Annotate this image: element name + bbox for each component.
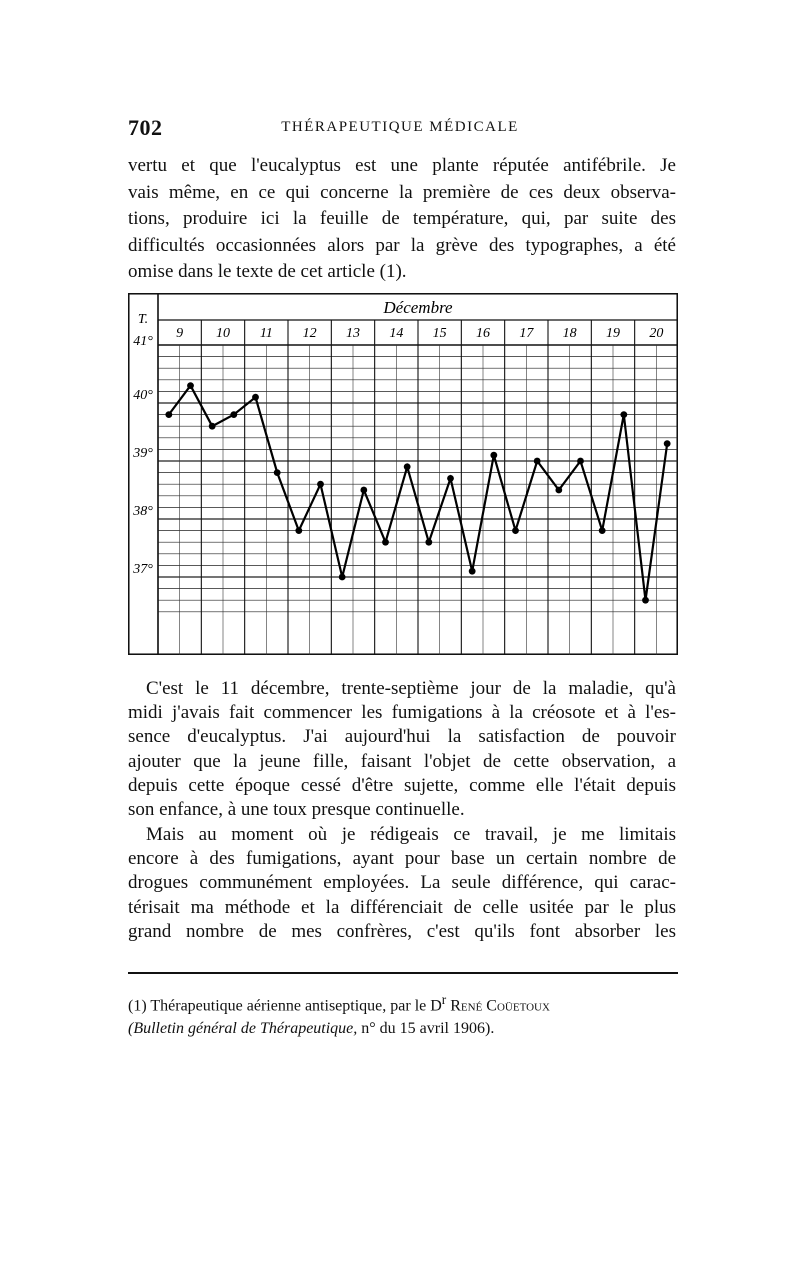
day-label: 9 — [176, 326, 184, 341]
temperature-point — [425, 539, 432, 546]
temperature-point — [555, 487, 562, 494]
y-tick-label: 37° — [133, 562, 153, 577]
temperature-point — [360, 487, 367, 494]
text-line: sence d'eucalyptus. J'ai aujourd'hui la satisfaction de pouvoir — [128, 726, 676, 748]
y-axis-label: T. — [137, 312, 149, 327]
temperature-point — [512, 527, 519, 534]
temperature-point — [469, 568, 476, 575]
temperature-point — [339, 574, 346, 581]
temperature-point — [209, 423, 216, 430]
day-label: 17 — [519, 326, 534, 341]
text-line: encore à des fumigations, ayant pour base un certain nombre de — [128, 848, 676, 870]
day-label: 13 — [346, 326, 360, 341]
text-line: omise dans le texte de cet article (1). — [128, 261, 407, 282]
chart-title: Décembre — [383, 298, 453, 317]
temperature-point — [252, 394, 259, 401]
day-label: 19 — [606, 326, 620, 341]
footnote-author: René Coüetoux — [450, 997, 550, 1015]
paragraph-intro — [128, 153, 676, 286]
temperature-point — [230, 411, 237, 418]
y-tick-label: 39° — [133, 446, 153, 461]
temperature-point — [187, 382, 194, 389]
text-line: depuis cette époque cessé d'être sujette, comme elle l'était depuis — [128, 774, 676, 796]
temperature-chart-svg — [128, 293, 678, 655]
day-label: 20 — [649, 326, 664, 341]
footnote-line-2 — [128, 1017, 676, 1040]
temperature-chart — [128, 293, 678, 655]
day-label: 15 — [432, 326, 447, 341]
text-line: ajouter que la jeune fille, faisant l'objet de cette observation, a — [128, 750, 676, 772]
day-label: 11 — [259, 326, 273, 341]
y-tick-label: 38° — [133, 504, 153, 519]
temperature-point — [599, 527, 606, 534]
running-header: THÉRAPEUTIQUE MÉDICALE — [281, 119, 519, 135]
y-tick-label: 40° — [133, 388, 153, 403]
temperature-point — [490, 452, 497, 459]
footnote-line-1 — [128, 988, 676, 1017]
paragraph-observation — [128, 677, 676, 822]
footnote-sup: r — [441, 992, 447, 1007]
text-line: drogues communément employées. La seule différence, qui carac- — [128, 872, 676, 894]
text-line: Mais au moment où je rédigeais ce travail, je me limitais — [146, 824, 676, 845]
text-line: grand nombre de mes confrères, c'est qu'ils font absorber les — [128, 920, 676, 942]
text-line: vertu et que l'eucalyptus est une plante réputée antifébrile. Je — [128, 155, 676, 176]
temperature-point — [577, 458, 584, 465]
page-number: 702 — [128, 115, 163, 140]
day-label: 14 — [389, 326, 404, 341]
footnote-journal: (Bulletin général de Thérapeutique, — [128, 1020, 358, 1038]
temperature-point — [404, 463, 411, 470]
footnote — [128, 988, 676, 1040]
y-tick-label: 41° — [133, 334, 153, 349]
footnote-rule — [128, 972, 678, 974]
footnote-ref: (1) Thérapeutique aérienne antiseptique, par le D — [128, 997, 442, 1015]
text-line: térisait ma méthode et la différenciait de celle usitée par le plus — [128, 896, 676, 918]
text-line: C'est le 11 décembre, trente-septième jour de la maladie, qu'à — [146, 678, 676, 699]
day-label: 18 — [562, 326, 577, 341]
day-label: 16 — [476, 326, 490, 341]
text-line: vais même, en ce qui concerne la première de ces deux observa- — [128, 181, 676, 203]
footnote-issue: n° du 15 avril 1906). — [361, 1020, 495, 1038]
temperature-point — [642, 597, 649, 604]
text-line: tions, produire ici la feuille de température, qui, par suite des — [128, 208, 676, 229]
temperature-point — [620, 411, 627, 418]
temperature-point — [382, 539, 389, 546]
day-label: 12 — [302, 326, 317, 341]
temperature-point — [664, 440, 671, 447]
temperature-point — [165, 411, 172, 418]
temperature-point — [317, 481, 324, 488]
temperature-point — [295, 527, 302, 534]
text-line: son enfance, à une toux presque continuelle. — [128, 799, 465, 821]
temperature-point — [534, 458, 541, 465]
paragraph-method — [128, 823, 676, 944]
text-line: midi j'avais fait commencer les fumigations à la créosote et à l'es- — [128, 702, 676, 724]
text-line: difficultés occasionnées alors par la grève des typographes, a été — [128, 234, 676, 256]
day-label: 10 — [216, 326, 230, 341]
temperature-point — [274, 469, 281, 476]
temperature-point — [447, 475, 454, 482]
